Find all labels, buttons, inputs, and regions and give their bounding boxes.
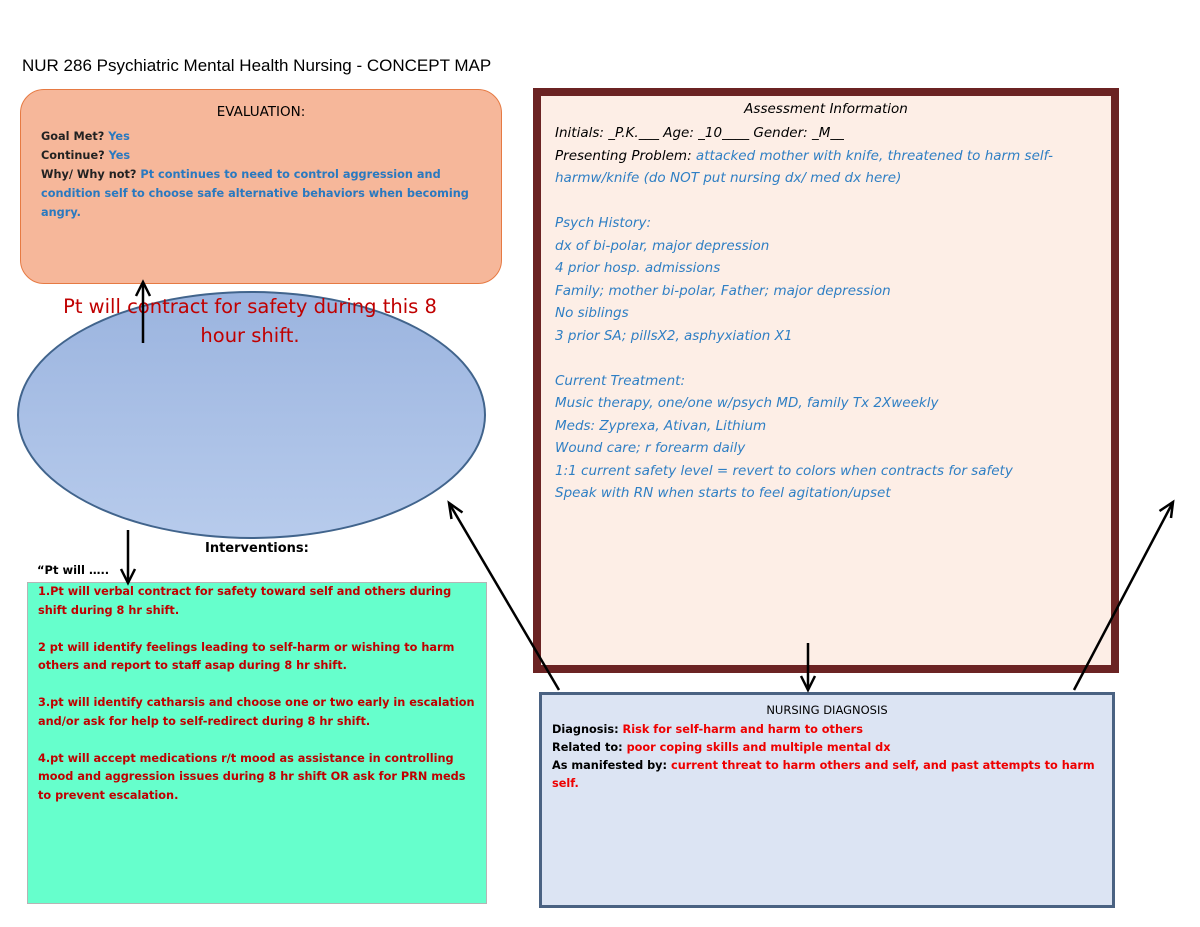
related-value: poor coping skills and multiple mental dx [626, 741, 891, 754]
presenting-label: Presenting Problem: [555, 147, 696, 164]
psych-history-heading: Psych History: [555, 215, 652, 231]
interventions-lead: “Pt will ….. [37, 563, 110, 577]
interventions-box [27, 582, 487, 904]
assessment-box [533, 88, 1119, 673]
interventions-list [38, 583, 478, 824]
related-line [552, 739, 1097, 757]
psych-history-item: 3 prior SA; pillsX2, asphyxiation X1 [555, 327, 793, 344]
presenting-problem [555, 145, 1095, 190]
evaluation-title: EVALUATION: [216, 104, 306, 120]
continue-line [41, 146, 486, 165]
treatment-item: Speak with RN when starts to feel agitation/upset [555, 485, 891, 501]
page-title: NUR 286 Psychiatric Mental Health Nursing - CONCEPT MAP [22, 56, 492, 75]
goal-met-line [41, 127, 486, 146]
manifested-label: As manifested by: [552, 759, 671, 772]
assessment-title: Assessment Information [744, 101, 908, 117]
diagnosis-label: Diagnosis: [552, 723, 623, 736]
why-label: Why/ Why not? [41, 168, 141, 181]
assessment-body [555, 122, 1095, 505]
evaluation-body [41, 127, 486, 222]
manifested-value: current threat to harm others and self, and past attempts to harm self. [552, 759, 1095, 790]
presenting-value: attacked mother with knife, threatened to harm self-harmw/knife (do NOT put nursing dx/ med dx here) [555, 147, 1054, 186]
diagnosis-value: Risk for self-harm and harm to others [622, 723, 863, 736]
continue-label: Continue? [41, 149, 109, 162]
intervention-item: 4.pt will accept medications r/t mood as assistance in controlling mood and aggression issues during 8 hr shift OR ask for PRN meds to prevent escalation. [38, 751, 466, 802]
interventions-title: Interventions: [205, 541, 309, 556]
goal-text: Pt will contract for safety during this 8 hour shift. [63, 295, 437, 347]
demographics-line: Initials: _P.K.___ Age: _10____ Gender: _M__ [555, 125, 844, 141]
intervention-item: 2 pt will identify feelings leading to self-harm or wishing to harm others and report to staff asap during 8 hr shift. [38, 640, 455, 672]
arrow-goal-to-interventions [121, 530, 135, 583]
psych-history-item: dx of bi-polar, major depression [555, 237, 770, 254]
intervention-item: 1.Pt will verbal contract for safety toward self and others during shift during 8 hr shift. [38, 585, 452, 617]
goal-met-label: Goal Met? [41, 130, 109, 143]
diagnosis-line [552, 721, 1097, 739]
psych-history-item: No siblings [555, 305, 629, 321]
treatment-item: Music therapy, one/one w/psych MD, family Tx 2Xweekly [555, 395, 939, 411]
psych-history-item: Family; mother bi-polar, Father; major depression [555, 282, 891, 299]
intervention-item: 3.pt will identify catharsis and choose one or two early in escalation and/or ask for help to self-redirect during 8 hr shift. [38, 696, 475, 728]
evaluation-box [20, 89, 502, 284]
manifested-line [552, 757, 1097, 793]
treatment-item: Wound care; r forearm daily [555, 440, 746, 456]
related-label: Related to: [552, 741, 627, 754]
psych-history-item: 4 prior hosp. admissions [555, 260, 721, 276]
treatment-heading: Current Treatment: [555, 372, 686, 389]
goal-met-value: Yes [108, 130, 130, 143]
treatment-item: 1:1 current safety level = revert to colors when contracts for safety [555, 462, 1013, 479]
continue-value: Yes [108, 149, 131, 162]
nursing-diagnosis-title: NURSING DIAGNOSIS [766, 703, 888, 717]
why-value: Pt continues to need to control aggression and condition self to choose safe alternative behaviors when becoming angry. [41, 168, 469, 219]
nursing-diagnosis-box [539, 692, 1115, 908]
treatment-item: Meds: Zyprexa, Ativan, Lithium [555, 417, 767, 434]
why-line [41, 165, 486, 222]
nursing-diagnosis-body [552, 721, 1097, 793]
